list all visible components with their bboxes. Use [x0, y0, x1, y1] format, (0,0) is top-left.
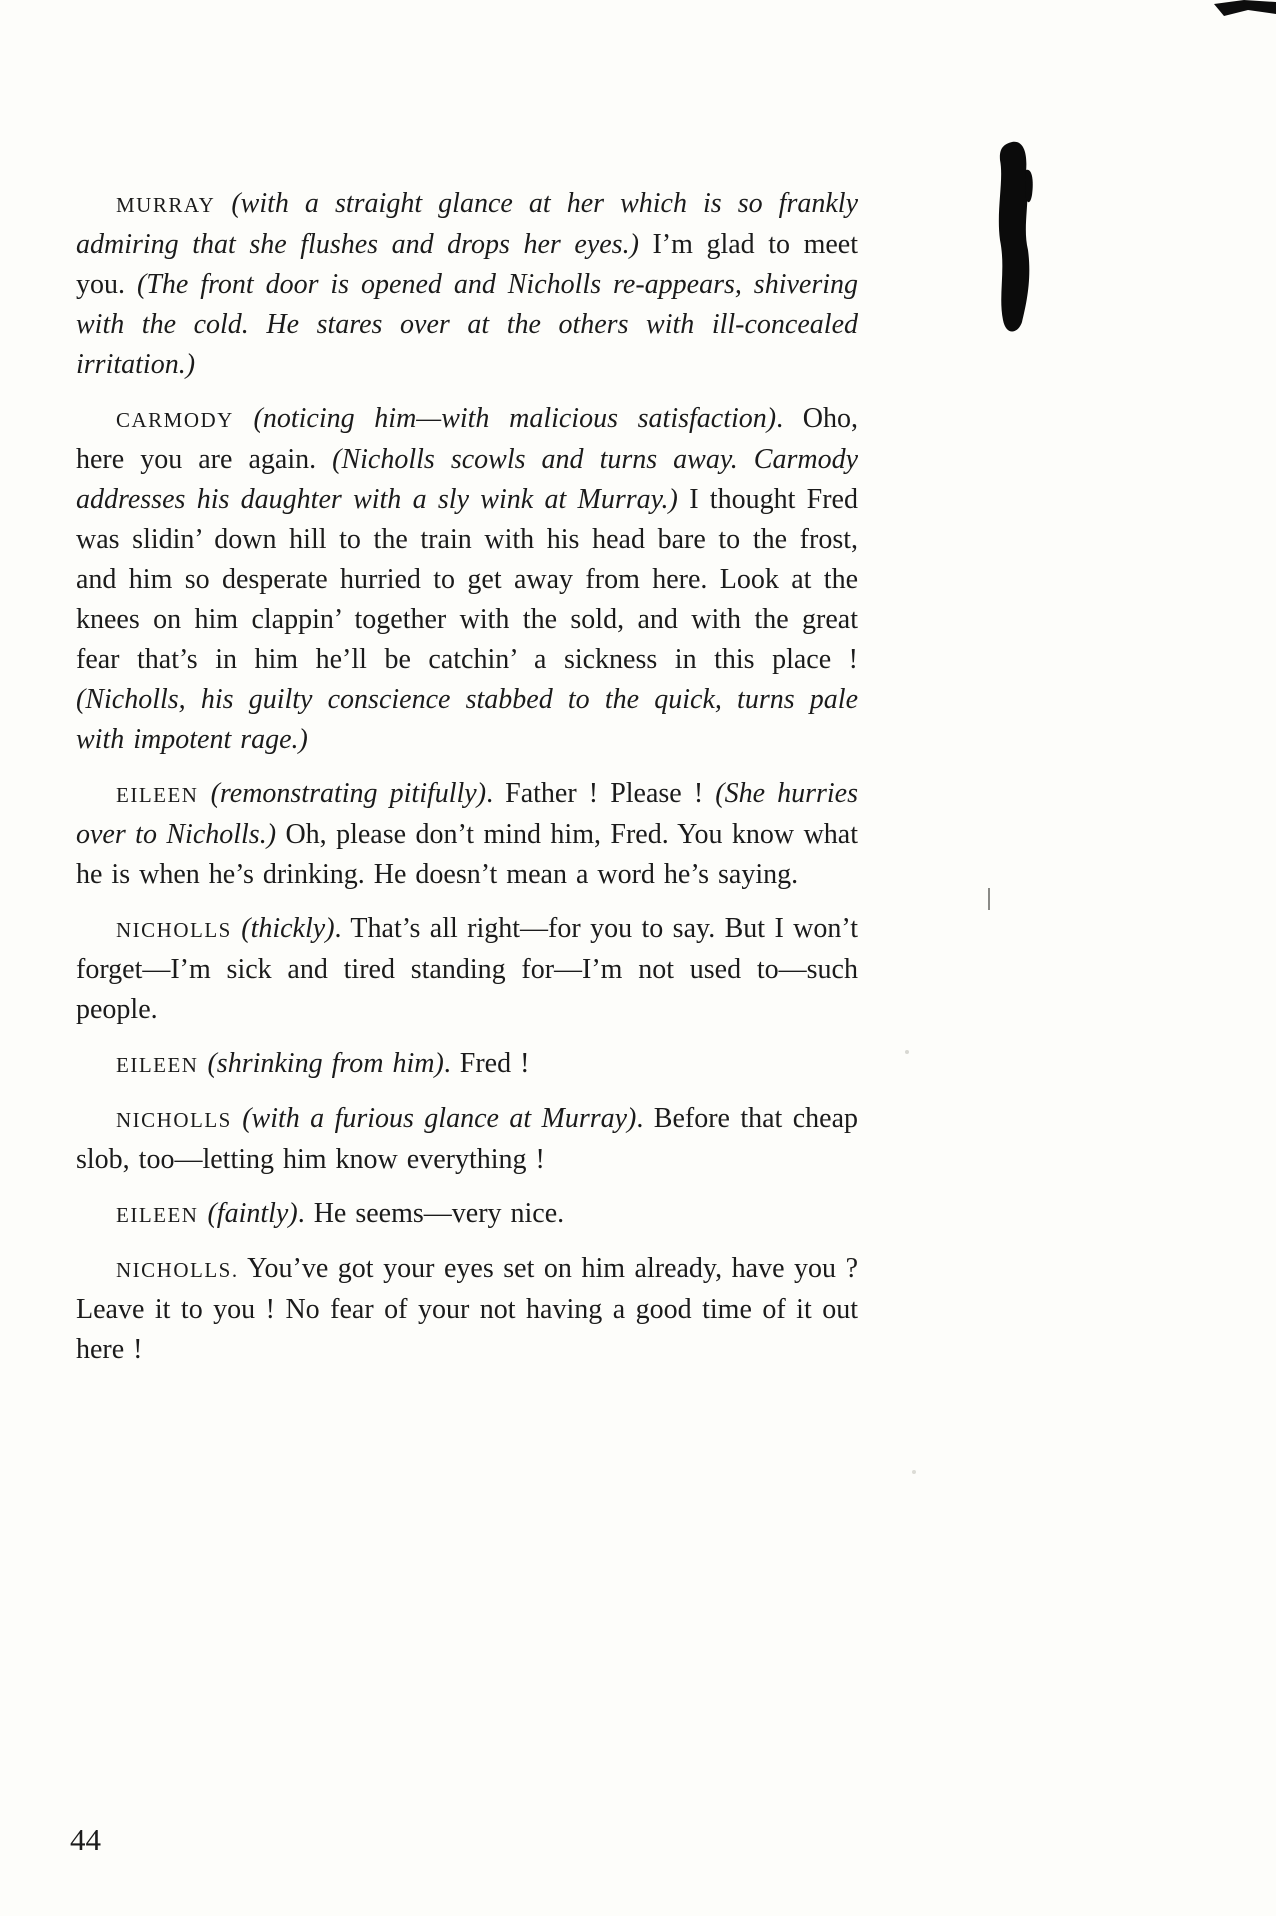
stage-direction: (shrinking from him): [198, 1048, 444, 1079]
dialogue-text: I thought Fred was slidin’ down hill to the train with his head bare to the frost, and him so desperate hurried to get away from here. Look at the knees on him clappin’ together with the sold, and with the great fear that’s in him he’ll be catchin’ a sickness in this place !: [76, 484, 858, 675]
dialogue-text: . That’s all right—for you to say. But I won’t forget—I’m sick and tired standing for—I’m not used to—such people.: [76, 913, 858, 1025]
dialogue-text: . Father ! Please !: [486, 778, 716, 809]
scan-artifact-tick: [988, 888, 990, 910]
speaker-name: NICHOLLS.: [116, 1258, 239, 1282]
speaker-name: EILEEN: [116, 1203, 199, 1227]
scan-artifact-speck: [912, 1470, 916, 1474]
dialogue-text: . Fred !: [443, 1048, 530, 1079]
play-paragraph: [76, 774, 858, 895]
play-paragraph: [76, 1249, 858, 1370]
dialogue-text: You’ve got your eyes set on him already, have you ? Leave it to you ! No fear of your not having a good time of it out here !: [76, 1253, 858, 1365]
play-text-block: [76, 184, 858, 1384]
speaker-name: EILEEN: [116, 783, 199, 807]
dialogue-text: . Oho, here you are again.: [76, 403, 858, 475]
stage-direction: (She hurries over to Nicholls.): [76, 778, 858, 850]
stage-direction: (with a furious glance at Murray): [231, 1103, 637, 1134]
scan-artifact-blob: [996, 140, 1036, 335]
stage-direction: (noticing him—with malicious satisfaction): [233, 403, 777, 434]
stage-direction: (The front door is opened and Nicholls re-appears, shivering with the cold. He stares over at the others with ill-concealed irritation.): [76, 269, 859, 380]
play-paragraph: [76, 909, 858, 1030]
speaker-name: NICHOLLS: [116, 918, 232, 942]
play-paragraph: [76, 399, 858, 760]
stage-direction: (faintly): [198, 1198, 298, 1229]
play-paragraph: [76, 1099, 858, 1180]
speaker-name: CARMODY: [116, 408, 234, 432]
speaker-name: MURRAY: [116, 193, 216, 217]
dialogue-text: . He seems—very nice.: [297, 1198, 565, 1229]
dialogue-text: I’m glad to meet you.: [76, 229, 859, 300]
play-paragraph: [76, 1044, 858, 1085]
play-paragraph: [76, 184, 858, 385]
page-number: 44: [70, 1822, 101, 1857]
speaker-name: EILEEN: [116, 1053, 199, 1077]
dialogue-text: . Before that cheap slob, too—letting him know everything !: [76, 1103, 858, 1175]
scan-artifact-speck: [905, 1050, 909, 1054]
stage-direction: (Nicholls, his guilty conscience stabbed to the quick, turns pale with impotent rage.): [76, 684, 858, 755]
play-paragraph: [76, 1194, 858, 1235]
stage-direction: (remonstrating pitifully): [198, 778, 487, 809]
stage-direction: (thickly): [231, 913, 335, 944]
scan-artifact-corner: [1214, 0, 1276, 22]
stage-direction: (Nicholls scowls and turns away. Carmody addresses his daughter with a sly wink at Murray.): [76, 444, 858, 515]
dialogue-text: Oh, please don’t mind him, Fred. You know what he is when he’s drinking. He doesn’t mean a word he’s saying.: [76, 819, 858, 890]
stage-direction: (with a straight glance at her which is so frankly admiring that she flushes and drops her eyes.): [76, 188, 858, 260]
speaker-name: NICHOLLS: [116, 1108, 232, 1132]
